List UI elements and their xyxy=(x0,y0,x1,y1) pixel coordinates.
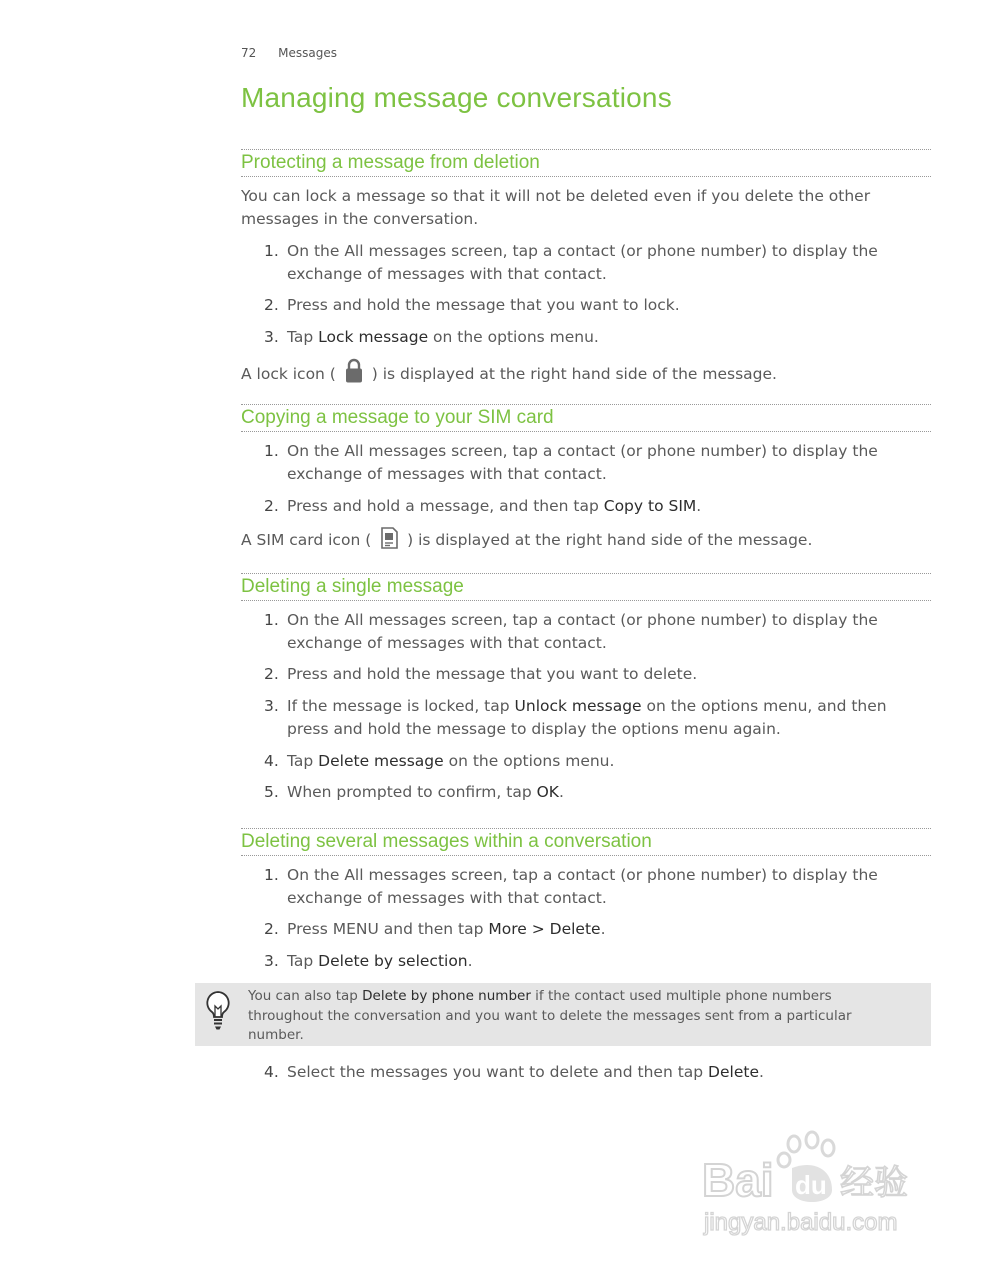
menu-option-delete-by-selection: Delete by selection xyxy=(318,952,468,970)
menu-option-copy-to-sim: Copy to SIM xyxy=(603,497,697,515)
list-item: 4. Select the messages you want to delete and then tap Delete. xyxy=(264,1063,764,1081)
svg-text:du: du xyxy=(795,1170,827,1200)
list-item: 2. Press and hold the message that you want to delete. xyxy=(264,665,698,683)
section-heading-deleting-several xyxy=(241,828,931,856)
list-item: 4. Tap Delete message on the options menu. xyxy=(264,752,615,770)
option-ok: OK xyxy=(536,783,559,801)
list-item: 1. On the All messages screen, tap a contact (or phone number) to display the exchange of messages with that contact. xyxy=(264,442,878,483)
sim-icon-note: A SIM card icon ( ) is displayed at the right hand side of the message. xyxy=(241,526,931,557)
list-item: 3. Tap Delete by selection. xyxy=(264,952,473,970)
list-item: 2. Press MENU and then tap More > Delete. xyxy=(264,920,606,938)
svg-text:Bai: Bai xyxy=(702,1154,774,1206)
list-item: 2. Press and hold the message that you want to lock. xyxy=(264,296,680,314)
page-title: Managing message conversations xyxy=(241,82,672,113)
tip-text: You can also tap Delete by phone number if the contact used multiple phone numbers throughout the conversation and you want to delete the messages sent from a particular number. xyxy=(248,988,852,1043)
list-item: 3. If the message is locked, tap Unlock message on the options menu, and then press and hold the message to display the options menu again. xyxy=(264,697,887,738)
section-heading-text: Protecting a message from deletion xyxy=(241,152,540,173)
section-heading-text: Copying a message to your SIM card xyxy=(241,407,554,428)
intro-paragraph: You can lock a message so that it will not be deleted even if you delete the other messages in the conversation. xyxy=(241,187,871,228)
menu-option-unlock-message: Unlock message xyxy=(514,697,642,715)
menu-option-lock-message: Lock message xyxy=(318,328,429,346)
chapter-name: Messages xyxy=(278,46,337,60)
sim-card-icon xyxy=(378,526,400,557)
svg-text:经验: 经验 xyxy=(840,1163,908,1203)
option-delete: Delete xyxy=(708,1063,759,1081)
menu-option-delete-message: Delete message xyxy=(318,752,444,770)
menu-option-delete-by-phone-number: Delete by phone number xyxy=(362,988,531,1004)
baidu-watermark-logo xyxy=(700,1130,940,1254)
list-item: 2. Press and hold a message, and then tap Copy to SIM. xyxy=(264,497,702,515)
section-heading-deleting-single xyxy=(241,573,931,601)
list-item: 1. On the All messages screen, tap a contact (or phone number) to display the exchange of messages with that contact. xyxy=(264,611,878,652)
lock-icon xyxy=(343,358,365,391)
running-header xyxy=(241,46,337,60)
svg-text:jingyan.baidu.com: jingyan.baidu.com xyxy=(704,1209,898,1236)
list-item: 1. On the All messages screen, tap a contact (or phone number) to display the exchange of messages with that contact. xyxy=(264,242,878,283)
lock-icon-note: A lock icon ( ) is displayed at the right hand side of the message. xyxy=(241,358,931,391)
section-heading-protecting xyxy=(241,149,931,177)
section-heading-text: Deleting several messages within a conversation xyxy=(241,831,652,852)
page-number: 72 xyxy=(241,46,257,60)
menu-option-more-delete: More > Delete xyxy=(488,920,601,938)
list-item: 1. On the All messages screen, tap a contact (or phone number) to display the exchange of messages with that contact. xyxy=(264,866,878,907)
section-heading-copying xyxy=(241,404,931,432)
lightbulb-icon xyxy=(203,989,233,1037)
tip-box xyxy=(195,983,931,1046)
section-heading-text: Deleting a single message xyxy=(241,576,464,597)
list-item: 5. When prompted to confirm, tap OK. xyxy=(264,783,564,801)
list-item: 3. Tap Lock message on the options menu. xyxy=(264,328,599,346)
